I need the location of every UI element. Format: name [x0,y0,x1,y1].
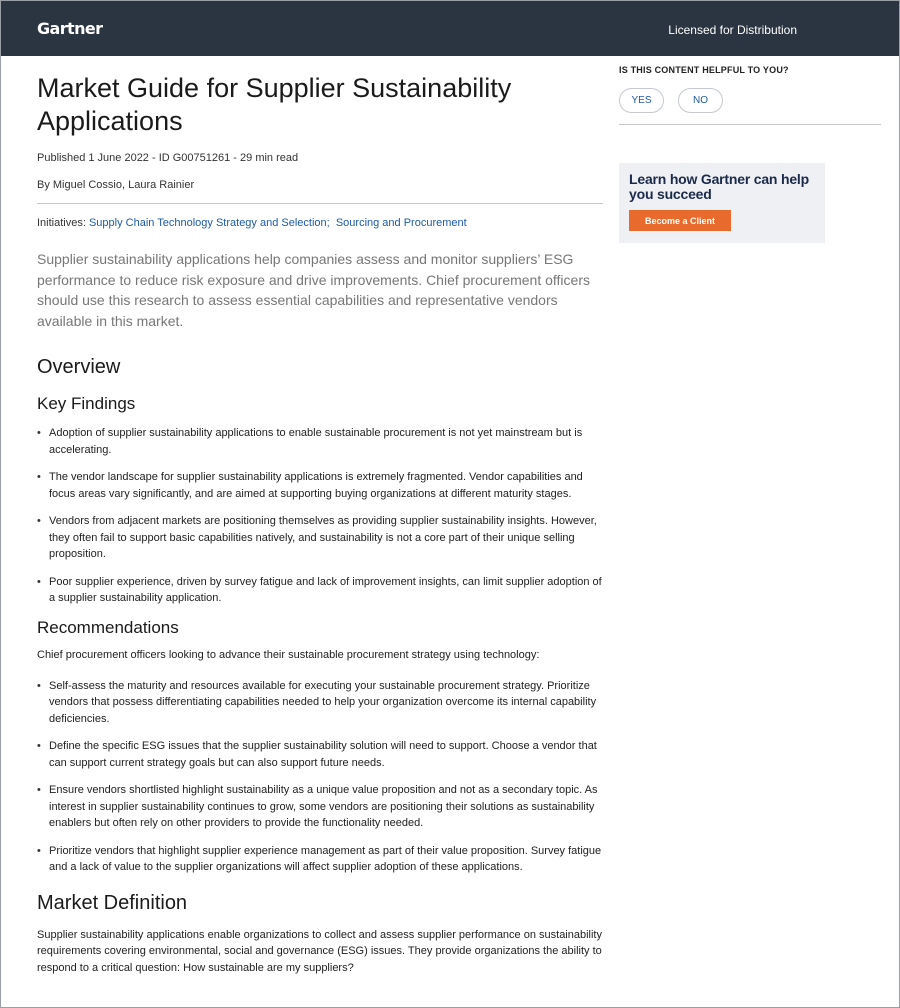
helpful-question: IS THIS CONTENT HELPFUL TO YOU? [619,65,789,75]
overview-heading: Overview [37,356,121,378]
list-item: • Ensure vendors shortlisted highlight sustainability as a unique value proposition and not as a secondary topic. As interest in supplier sustainability continues to grow, some vendors are positioning their solutions as sustainability enablers but often rely on other providers to provide the functionality needed. [37,782,603,832]
key-findings-heading: Key Findings [37,394,136,413]
recommendations-list [37,678,603,876]
divider [37,203,603,204]
list-item: • Poor supplier experience, driven by survey fatigue and lack of improvement insights, can limit supplier adoption of a supplier sustainability application. [37,574,603,607]
market-definition-heading: Market Definition [37,891,188,914]
gartner-logo[interactable]: Gartner [37,19,103,38]
no-button[interactable]: NO [678,88,723,113]
helpful-buttons [619,88,881,113]
yes-button[interactable]: YES [619,88,664,113]
initiatives [37,217,603,229]
authors: By Miguel Cossio, Laura Rainier [37,179,195,191]
article-summary: Supplier sustainability applications help companies assess and monitor suppliers’ ESG performance to reduce risk exposure and drive improvements. Chief procurement officers should use this research to assess essential capabilities and representative vendors available in this market. [37,251,590,329]
initiatives-label: Initiatives: [37,217,89,229]
page-title: Market Guide for Supplier Sustainability Applications [37,73,512,136]
promo-title: Learn how Gartner can help you succeed [629,171,809,202]
sidebar [619,56,881,243]
promo-box [619,163,825,243]
become-client-button[interactable]: Become a Client [629,210,731,231]
licensed-for-distribution-label: Licensed for Distribution [668,23,797,37]
list-item: • Define the specific ESG issues that the supplier sustainability solution will need to support. Choose a vendor that can support current strategy goals but can also support future needs. [37,738,603,771]
list-item: • Self-assess the maturity and resources available for executing your sustainable procurement strategy. Prioritize vendors that possess differentiating capabilities needed to help your organization overcome its internal capability deficiencies. [37,678,603,728]
recommendations-intro: Chief procurement officers looking to advance their sustainable procurement strategy using technology: [37,648,540,661]
list-item: • Vendors from adjacent markets are positioning themselves as providing supplier sustainability insights. However, they often fail to support basic capabilities natively, and sustainability is not a core part of their unique selling proposition. [37,513,603,563]
list-item: • Prioritize vendors that highlight supplier experience management as part of their value proposition. Survey fatigue and a lack of value to the supplier organizations will affect supplier adoption of these applications. [37,843,603,876]
recommendations-heading: Recommendations [37,617,179,637]
list-item: • Adoption of supplier sustainability applications to enable sustainable procurement is not yet mainstream but is accelerating. [37,425,603,458]
initiative-link-sourcing[interactable]: Sourcing and Procurement [335,217,467,229]
market-definition-text: Supplier sustainability applications enable organizations to collect and assess supplier performance on sustainability requirements covering environmental, social and governance (ESG) issues. They provide organizations the ability to respond to a critical question: How sustainable are my suppliers? [37,928,602,974]
publication-meta: Published 1 June 2022 - ID G00751261 - 29 min read [37,152,299,164]
list-item: • The vendor landscape for supplier sustainability applications is extremely fragmented. Vendor capabilities and focus areas vary significantly, and are aimed at supporting buying organizations at different maturity stages. [37,469,603,502]
article-main [37,56,603,976]
divider [619,124,881,125]
top-header-bar [1,1,899,56]
initiative-link-supply-chain[interactable]: Supply Chain Technology Strategy and Selection; [88,217,330,229]
key-findings-list [37,425,603,607]
